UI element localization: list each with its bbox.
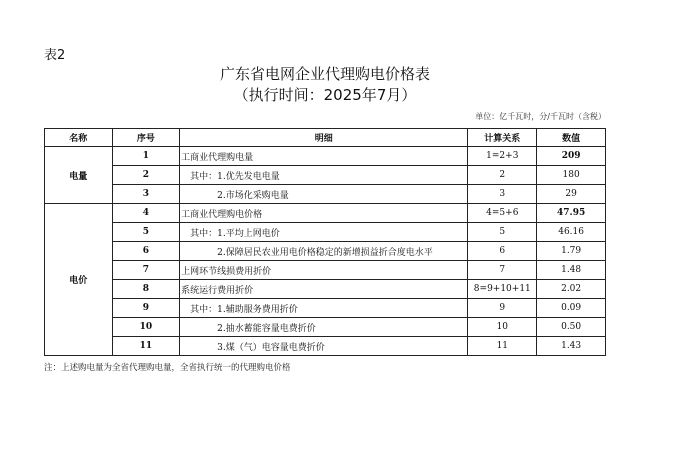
row-calc: 8=9+10+11	[468, 280, 537, 299]
row-value: 180	[537, 166, 606, 185]
row-detail: 其中：1.优先发电电量	[180, 166, 468, 185]
table-row	[45, 166, 606, 185]
row-calc: 9	[468, 299, 537, 318]
header-value: 数值	[537, 129, 606, 147]
row-detail: 工商业代理购电量	[180, 147, 468, 166]
row-calc: 7	[468, 261, 537, 280]
table-row	[45, 318, 606, 337]
row-calc: 2	[468, 166, 537, 185]
row-number: 6	[112, 242, 180, 261]
row-value: 0.50	[537, 318, 606, 337]
row-detail: 其中：1.辅助服务费用折价	[180, 299, 468, 318]
row-value: 1.79	[537, 242, 606, 261]
table-row	[45, 280, 606, 299]
header-detail: 明细	[180, 129, 468, 147]
table-row	[45, 185, 606, 204]
row-calc: 3	[468, 185, 537, 204]
row-calc: 4=5+6	[468, 204, 537, 223]
header-calc: 计算关系	[468, 129, 537, 147]
table-row	[45, 223, 606, 242]
row-value: 0.09	[537, 299, 606, 318]
unit-label: 单位：亿千瓦时，分/千瓦时（含税）	[475, 112, 606, 121]
group-cell: 电价	[45, 204, 113, 356]
row-value: 46.16	[537, 223, 606, 242]
row-number: 9	[112, 299, 180, 318]
row-number: 3	[112, 185, 180, 204]
row-number: 7	[112, 261, 180, 280]
row-detail: 工商业代理购电价格	[180, 204, 468, 223]
row-detail: 2.市场化采购电量	[180, 185, 468, 204]
row-calc: 6	[468, 242, 537, 261]
row-detail: 其中：1.平均上网电价	[180, 223, 468, 242]
page-subtitle: （执行时间：2025年7月）	[233, 86, 417, 104]
row-number: 11	[112, 337, 180, 356]
row-value: 209	[537, 147, 606, 166]
row-number: 10	[112, 318, 180, 337]
row-calc: 10	[468, 318, 537, 337]
page-title: 广东省电网企业代理购电价格表	[219, 65, 430, 83]
row-number: 2	[112, 166, 180, 185]
table-row	[45, 299, 606, 318]
row-value: 1.48	[537, 261, 606, 280]
row-detail: 上网环节线损费用折价	[180, 261, 468, 280]
table-row	[45, 242, 606, 261]
row-detail: 2.抽水蓄能容量电费折价	[180, 318, 468, 337]
table-row	[45, 337, 606, 356]
row-detail: 系统运行费用折价	[180, 280, 468, 299]
header-name: 名称	[45, 129, 113, 147]
row-number: 5	[112, 223, 180, 242]
row-calc: 11	[468, 337, 537, 356]
row-value: 47.95	[537, 204, 606, 223]
footnote: 注：上述购电量为全省代理购电量，全省执行统一的代理购电价格	[44, 363, 291, 373]
price-table	[44, 128, 606, 356]
row-calc: 5	[468, 223, 537, 242]
group-cell: 电量	[45, 147, 113, 204]
table-header	[45, 129, 606, 147]
row-detail: 2.保障居民农业用电价格稳定的新增损益折合度电水平	[180, 242, 468, 261]
table-row	[45, 147, 606, 166]
row-detail: 3.煤（气）电容量电费折价	[180, 337, 468, 356]
row-value: 2.02	[537, 280, 606, 299]
row-number: 8	[112, 280, 180, 299]
table-row	[45, 204, 606, 223]
header-no: 序号	[112, 129, 180, 147]
row-number: 4	[112, 204, 180, 223]
table-row	[45, 261, 606, 280]
table-number: 表2	[44, 48, 66, 63]
row-value: 1.43	[537, 337, 606, 356]
row-number: 1	[112, 147, 180, 166]
row-calc: 1=2+3	[468, 147, 537, 166]
row-value: 29	[537, 185, 606, 204]
